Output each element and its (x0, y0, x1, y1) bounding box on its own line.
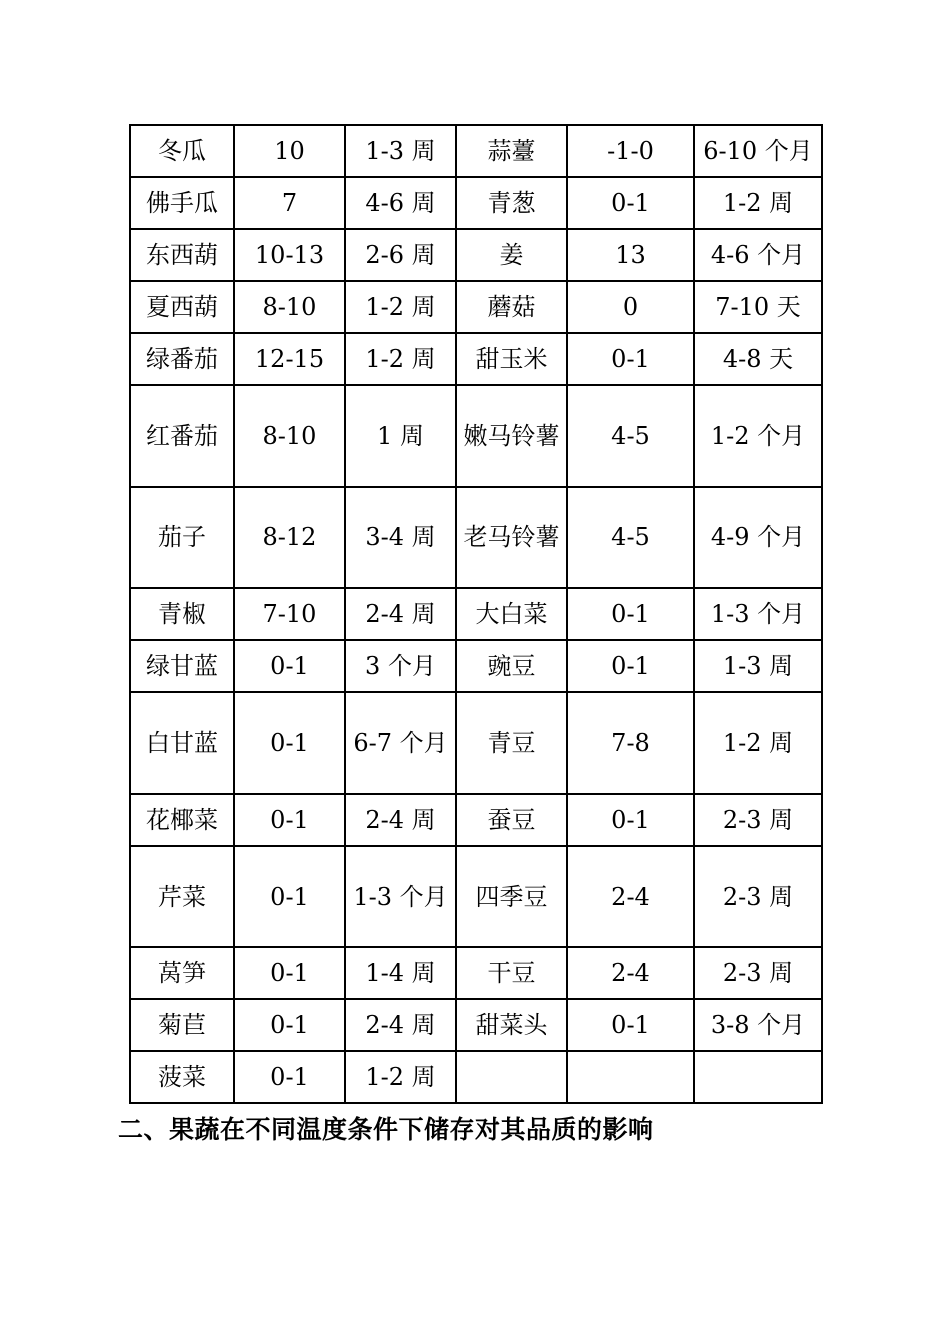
table-cell: 0-1 (567, 333, 694, 385)
table-cell: 蘑菇 (456, 281, 567, 333)
table-cell: 1-2 个月 (694, 385, 822, 487)
table-cell: 7 (234, 177, 345, 229)
table-cell: 4-6 个月 (694, 229, 822, 281)
table-cell: 1-3 周 (694, 640, 822, 692)
table-cell: 蚕豆 (456, 794, 567, 846)
table-row (130, 229, 822, 281)
table-cell: 老马铃薯 (456, 487, 567, 589)
table-cell: 1-4 周 (345, 947, 456, 999)
table-cell: 4-8 天 (694, 333, 822, 385)
table-row (130, 640, 822, 692)
table-cell: -1-0 (567, 125, 694, 177)
table-row (130, 999, 822, 1051)
table-cell: 13 (567, 229, 694, 281)
table-cell: 花椰菜 (130, 794, 234, 846)
table-cell: 姜 (456, 229, 567, 281)
table-cell: 0-1 (234, 794, 345, 846)
table-cell: 0-1 (234, 640, 345, 692)
table-cell: 1-3 个月 (694, 588, 822, 640)
table-cell (456, 1051, 567, 1103)
table-cell: 2-4 (567, 846, 694, 948)
table-cell: 豌豆 (456, 640, 567, 692)
table-row (130, 947, 822, 999)
table-cell: 青葱 (456, 177, 567, 229)
table-cell: 甜玉米 (456, 333, 567, 385)
table-cell: 芹菜 (130, 846, 234, 948)
table-cell: 7-10 天 (694, 281, 822, 333)
table-cell: 10 (234, 125, 345, 177)
table-cell: 0-1 (567, 640, 694, 692)
table-cell: 7-8 (567, 692, 694, 794)
table-cell: 0-1 (234, 846, 345, 948)
table-cell (567, 1051, 694, 1103)
table-cell: 8-10 (234, 385, 345, 487)
table-cell: 菊苣 (130, 999, 234, 1051)
table-cell: 4-5 (567, 487, 694, 589)
table-cell: 2-4 周 (345, 588, 456, 640)
table-cell: 3 个月 (345, 640, 456, 692)
table-cell: 1-3 个月 (345, 846, 456, 948)
section-heading: 二、果蔬在不同温度条件下储存对其品质的影响 (118, 1115, 654, 1144)
table-cell: 6-7 个月 (345, 692, 456, 794)
table-row (130, 846, 822, 948)
table-row (130, 692, 822, 794)
table-cell: 青豆 (456, 692, 567, 794)
table-cell: 1-2 周 (345, 333, 456, 385)
table-cell: 4-6 周 (345, 177, 456, 229)
table-row (130, 333, 822, 385)
table-cell: 青椒 (130, 588, 234, 640)
table-cell: 0-1 (567, 177, 694, 229)
table-cell: 0-1 (234, 999, 345, 1051)
table-cell: 白甘蓝 (130, 692, 234, 794)
table-cell: 0 (567, 281, 694, 333)
table-cell: 蒜薹 (456, 125, 567, 177)
table-row (130, 177, 822, 229)
table-cell: 10-13 (234, 229, 345, 281)
table-cell: 冬瓜 (130, 125, 234, 177)
table-cell: 2-3 周 (694, 846, 822, 948)
table-cell: 嫩马铃薯 (456, 385, 567, 487)
table-cell: 四季豆 (456, 846, 567, 948)
table-cell: 1-2 周 (345, 281, 456, 333)
storage-table-body (130, 125, 822, 1103)
table-cell: 大白菜 (456, 588, 567, 640)
table-cell: 2-4 周 (345, 794, 456, 846)
table-cell: 1-2 周 (345, 1051, 456, 1103)
table-row (130, 1051, 822, 1103)
table-cell: 0-1 (567, 588, 694, 640)
table-cell: 0-1 (234, 692, 345, 794)
table-row (130, 281, 822, 333)
storage-table (129, 124, 823, 1104)
table-row (130, 385, 822, 487)
table-cell: 2-4 (567, 947, 694, 999)
table-cell: 茄子 (130, 487, 234, 589)
table-cell: 1-2 周 (694, 692, 822, 794)
table-cell: 2-3 周 (694, 794, 822, 846)
table-cell: 绿甘蓝 (130, 640, 234, 692)
table-cell: 4-9 个月 (694, 487, 822, 589)
table-cell: 甜菜头 (456, 999, 567, 1051)
table-cell: 0-1 (234, 1051, 345, 1103)
table-row (130, 588, 822, 640)
table-cell: 1-2 周 (694, 177, 822, 229)
table-cell: 8-10 (234, 281, 345, 333)
table-cell: 12-15 (234, 333, 345, 385)
table-cell: 干豆 (456, 947, 567, 999)
table-row (130, 794, 822, 846)
table-cell: 6-10 个月 (694, 125, 822, 177)
table-cell: 莴笋 (130, 947, 234, 999)
table-cell: 红番茄 (130, 385, 234, 487)
table-cell: 0-1 (567, 794, 694, 846)
table-row (130, 487, 822, 589)
table-cell: 0-1 (234, 947, 345, 999)
table-row (130, 125, 822, 177)
table-cell: 2-6 周 (345, 229, 456, 281)
table-cell: 佛手瓜 (130, 177, 234, 229)
table-cell: 2-4 周 (345, 999, 456, 1051)
table-cell: 7-10 (234, 588, 345, 640)
table-cell: 东西葫 (130, 229, 234, 281)
table-cell: 夏西葫 (130, 281, 234, 333)
table-cell: 3-4 周 (345, 487, 456, 589)
table-cell: 1-3 周 (345, 125, 456, 177)
table-cell: 4-5 (567, 385, 694, 487)
table-cell: 1 周 (345, 385, 456, 487)
table-cell (694, 1051, 822, 1103)
table-cell: 2-3 周 (694, 947, 822, 999)
table-cell: 3-8 个月 (694, 999, 822, 1051)
table-cell: 0-1 (567, 999, 694, 1051)
table-cell: 菠菜 (130, 1051, 234, 1103)
table-cell: 绿番茄 (130, 333, 234, 385)
table-cell: 8-12 (234, 487, 345, 589)
